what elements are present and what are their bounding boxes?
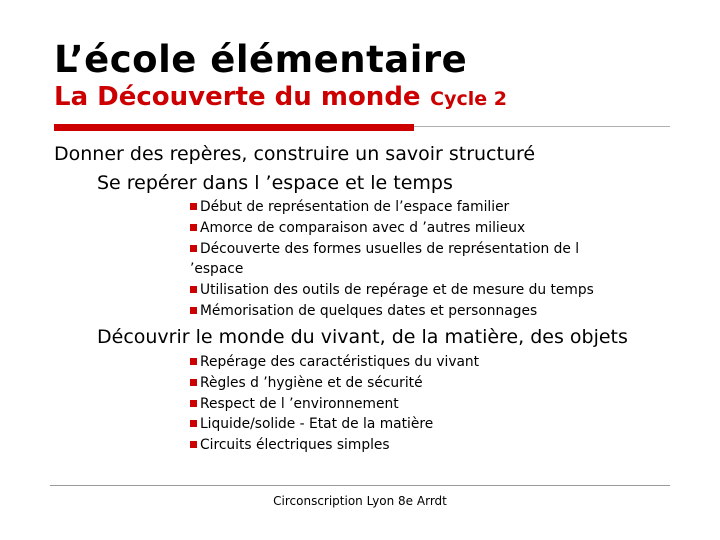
- list-item: Respect de l ’environnement: [190, 394, 479, 415]
- list-item: Mémorisation de quelques dates et personnages: [190, 301, 620, 322]
- square-bullet-icon: [190, 224, 197, 231]
- square-bullet-icon: [190, 358, 197, 365]
- footer-divider: [50, 485, 670, 486]
- subtitle-main: La Découverte du monde: [54, 82, 421, 112]
- section-heading-space-time: Se repérer dans l ’espace et le temps: [97, 172, 453, 194]
- list-item: Utilisation des outils de repérage et de mesure du temps: [190, 280, 620, 301]
- subtitle-cycle: Cycle 2: [430, 88, 507, 110]
- list-item: Découverte des formes usuelles de représentation de l ’espace: [190, 240, 580, 278]
- list-item: Liquide/solide - Etat de la matière: [190, 414, 479, 435]
- square-bullet-icon: [190, 420, 197, 427]
- bullet-list-space-time: [190, 197, 620, 322]
- square-bullet-icon: [190, 286, 197, 293]
- square-bullet-icon: [190, 245, 197, 252]
- square-bullet-icon: [190, 441, 197, 448]
- square-bullet-icon: [190, 379, 197, 386]
- footer-text: Circonscription Lyon 8e Arrdt: [273, 494, 447, 508]
- list-item: Repérage des caractéristiques du vivant: [190, 352, 479, 373]
- square-bullet-icon: [190, 400, 197, 407]
- list-item: Début de représentation de l’espace familier: [190, 197, 620, 218]
- section-heading-living-world: Découvrir le monde du vivant, de la matière, des objets: [97, 326, 628, 348]
- title-underline-accent: [54, 124, 414, 131]
- main-heading: Donner des repères, construire un savoir structuré: [54, 143, 536, 165]
- list-item: Amorce de comparaison avec d ’autres milieux: [190, 218, 620, 239]
- list-item: Circuits électriques simples: [190, 435, 479, 456]
- square-bullet-icon: [190, 203, 197, 210]
- slide-subtitle: [54, 82, 507, 112]
- slide-title: L’école élémentaire: [54, 38, 468, 81]
- bullet-list-living-world: [190, 352, 479, 456]
- list-item: Règles d ’hygiène et de sécurité: [190, 373, 479, 394]
- square-bullet-icon: [190, 307, 197, 314]
- title-underline-rule: [414, 126, 670, 127]
